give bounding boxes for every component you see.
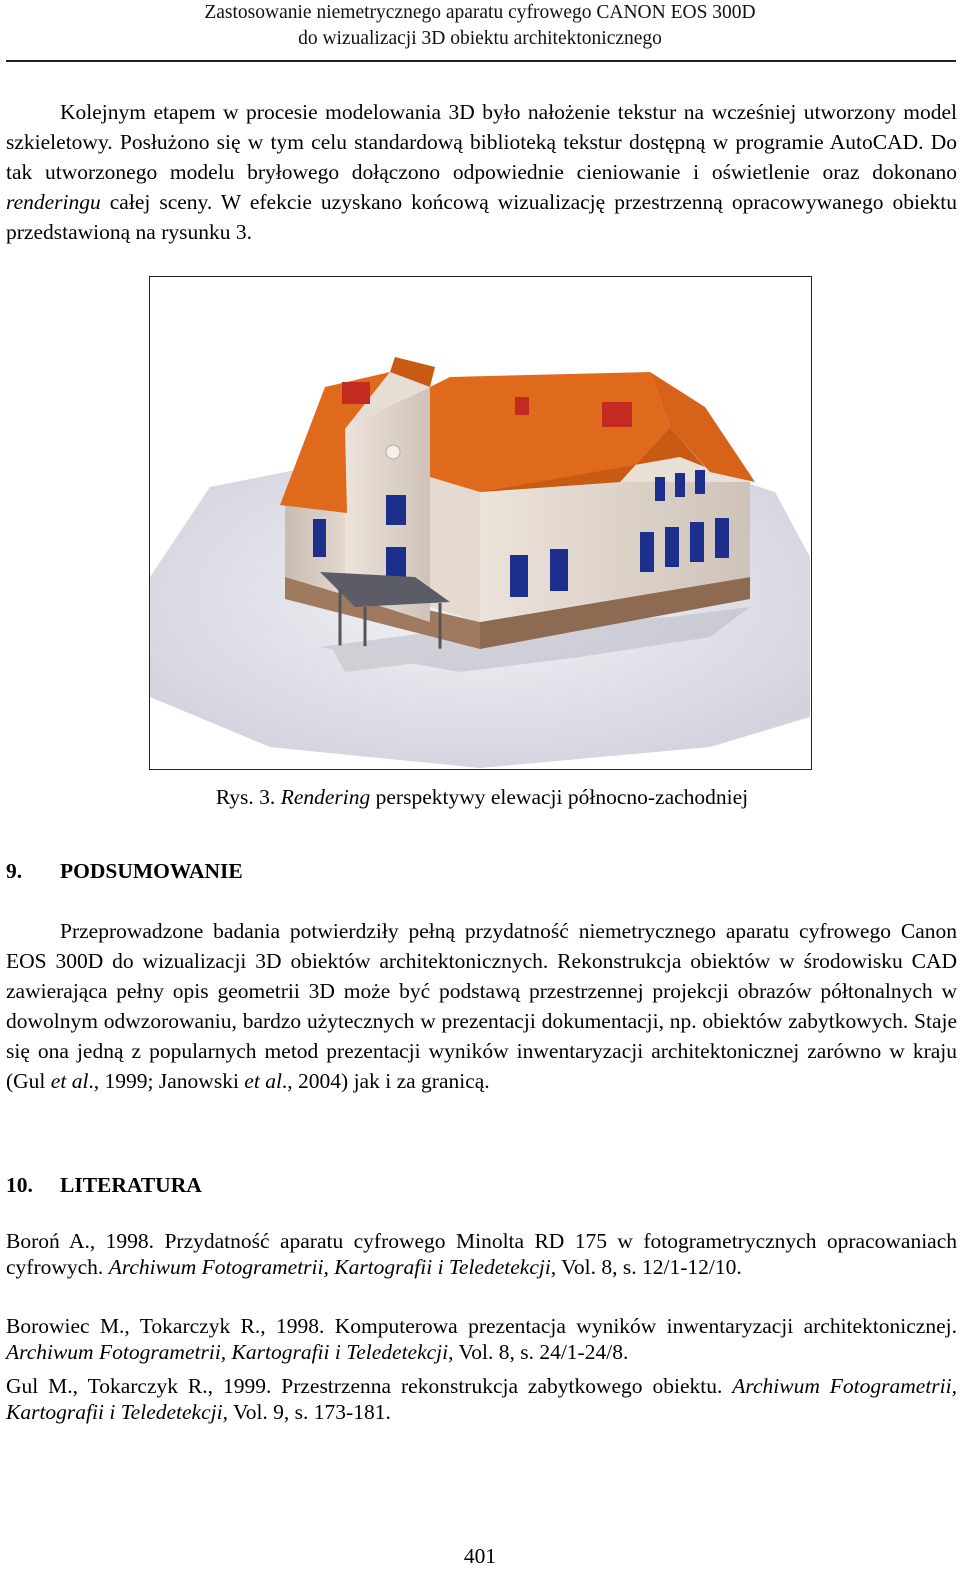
window xyxy=(690,522,704,562)
figure-caption: Rys. 3. Rendering perspektywy elewacji północno-zachodniej xyxy=(215,785,749,809)
chimney-middle xyxy=(515,397,529,415)
window xyxy=(715,518,729,558)
round-window xyxy=(386,445,400,459)
window xyxy=(695,470,705,494)
figure-rendering-image xyxy=(149,276,812,770)
section-heading-summary: 9. PODSUMOWANIE xyxy=(6,859,243,883)
header-rule xyxy=(6,60,956,62)
window xyxy=(675,473,685,497)
window xyxy=(640,532,654,572)
reference-item: Borowiec M., Tokarczyk R., 1998. Komputerowa prezentacja wyników inwentaryzacji architektonicznej. Archiwum Fotogrametrii, Kartografii i Teledetekcji, Vol. 8, s. 24/1-24/8. xyxy=(6,1314,957,1364)
window xyxy=(550,549,568,591)
window xyxy=(510,555,528,597)
window xyxy=(665,527,679,567)
header-line-2: do wizualizacji 3D obiektu architektonicznego xyxy=(298,28,662,49)
house-rendering xyxy=(150,277,810,768)
page-number: 401 xyxy=(463,1544,497,1568)
window xyxy=(655,477,665,501)
reference-item: Boroń A., 1998. Przydatność aparatu cyfrowego Minolta RD 175 w fotogrametrycznych opracowaniach cyfrowych. Archiwum Fotogrametrii, Kartografii i Teledetekcji, Vol. 8, s. 12/1-12/10. xyxy=(6,1229,957,1279)
window xyxy=(386,495,406,525)
header-line-1: Zastosowanie niemetrycznego aparatu cyfrowego CANON EOS 300D xyxy=(204,2,756,23)
running-header xyxy=(0,0,960,52)
section-heading-literature: 10. LITERATURA xyxy=(6,1173,202,1197)
intro-paragraph: Kolejnym etapem w procesie modelowania 3D było nałożenie tekstur na wcześniej utworzony model szkieletowy. Posłużono się w tym celu standardową biblioteką tekstur dostępną w programie AutoCAD. Do tak utworzonego modelu bryłowego dołączono odpowiednie cieniowanie i oświetlenie oraz dokonano renderingu całej sceny. W efekcie uzyskano końcową wizualizację przestrzenną opracowywanego obiektu przedstawioną na rysunku 3. xyxy=(6,100,957,244)
window xyxy=(313,519,326,557)
chimney-left xyxy=(342,382,370,404)
chimney-right xyxy=(602,402,632,427)
summary-paragraph: Przeprowadzone badania potwierdziły pełną przydatność niemetrycznego aparatu cyfrowego Canon EOS 300D do wizualizacji 3D obiektów architektonicznych. Rekonstrukcja obiektów w środowisku CAD zawierająca pełny opis geometrii 3D może być podstawą przestrzennej projekcji obrazów półtonalnych w dowolnym odwzorowaniu, bardzo użytecznych w prezentacji dokumentacji, np. obiektów zabytkowych. Staje się ona jedną z popularnych metod prezentacji wyników inwentaryzacji architektonicznej zarówno w kraju (Gul et al., 1999; Janowski et al., 2004) jak i za granicą. xyxy=(6,919,957,1093)
reference-item: Gul M., Tokarczyk R., 1999. Przestrzenna rekonstrukcja zabytkowego obiektu. Archiwum Fotogrametrii, Kartografii i Teledetekcji, Vol. 9, s. 173-181. xyxy=(6,1374,957,1424)
